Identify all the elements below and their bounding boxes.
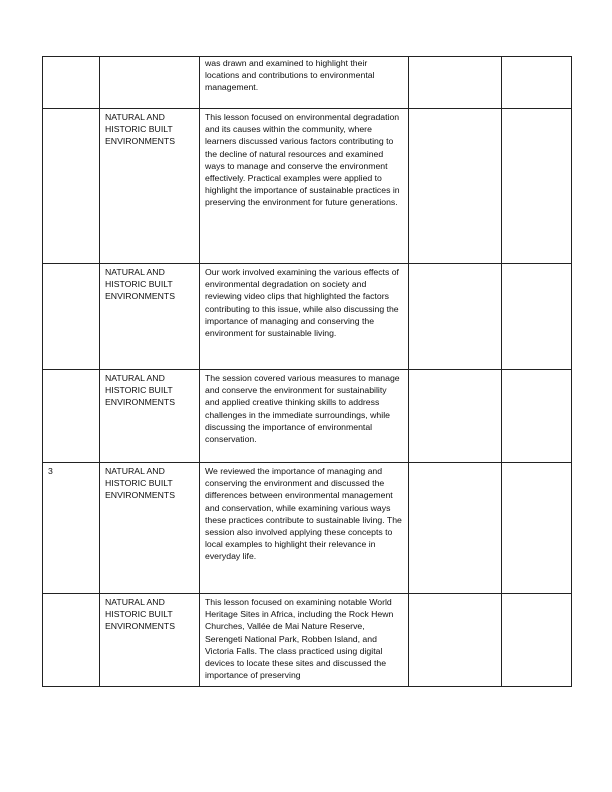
week-cell	[43, 370, 100, 463]
empty-cell	[409, 57, 502, 109]
week-cell	[43, 57, 100, 109]
week-cell: 3	[43, 463, 100, 594]
summary-cell: The session covered various measures to manage and conserve the environment for sustainability and applied creative thinking skills to address challenges in the immediate surroundings, while discussing the importance of environmental conservation.	[200, 370, 409, 463]
empty-cell	[502, 109, 572, 264]
topic-cell	[100, 57, 200, 109]
empty-cell	[502, 264, 572, 370]
summary-cell: was drawn and examined to highlight their locations and contributions to environmental management.	[200, 57, 409, 109]
week-cell	[43, 109, 100, 264]
summary-cell: This lesson focused on environmental degradation and its causes within the community, where learners discussed various factors contributing to the decline of natural resources and examined ways to manage and conserve the environment effectively. Practical examples were applied to highlight the importance of sustainable practices in preserving the environment for future generations.	[200, 109, 409, 264]
topic-cell: NATURAL AND HISTORIC BUILT ENVIRONMENTS	[100, 594, 200, 687]
summary-cell: This lesson focused on examining notable World Heritage Sites in Africa, including the Rock Hewn Churches, Vallée de Mai Nature Reserve, Serengeti National Park, Robben Island, and Victoria Falls. The class practiced using digital devices to locate these sites and discussed the importance of preserving	[200, 594, 409, 687]
week-cell	[43, 264, 100, 370]
table-row	[43, 594, 572, 687]
table-row	[43, 264, 572, 370]
empty-cell	[409, 370, 502, 463]
summary-cell: Our work involved examining the various effects of environmental degradation on society and reviewing video clips that highlighted the factors contributing to this issue, while also discussing the importance of managing and conserving the environment for sustainable living.	[200, 264, 409, 370]
empty-cell	[409, 264, 502, 370]
topic-cell: NATURAL AND HISTORIC BUILT ENVIRONMENTS	[100, 463, 200, 594]
table-row	[43, 370, 572, 463]
empty-cell	[409, 463, 502, 594]
summary-cell: We reviewed the importance of managing and conserving the environment and discussed the differences between environmental management and conservation, while examining various ways these practices contribute to sustainable living. The session also involved applying these concepts to local examples to highlight their relevance in everyday life.	[200, 463, 409, 594]
empty-cell	[409, 594, 502, 687]
empty-cell	[502, 594, 572, 687]
empty-cell	[502, 463, 572, 594]
topic-cell: NATURAL AND HISTORIC BUILT ENVIRONMENTS	[100, 370, 200, 463]
week-cell	[43, 594, 100, 687]
empty-cell	[502, 57, 572, 109]
topic-cell: NATURAL AND HISTORIC BUILT ENVIRONMENTS	[100, 109, 200, 264]
lesson-log-table	[42, 56, 572, 687]
table-row	[43, 109, 572, 264]
table-row	[43, 463, 572, 594]
empty-cell	[502, 370, 572, 463]
empty-cell	[409, 109, 502, 264]
table-row	[43, 57, 572, 109]
topic-cell: NATURAL AND HISTORIC BUILT ENVIRONMENTS	[100, 264, 200, 370]
